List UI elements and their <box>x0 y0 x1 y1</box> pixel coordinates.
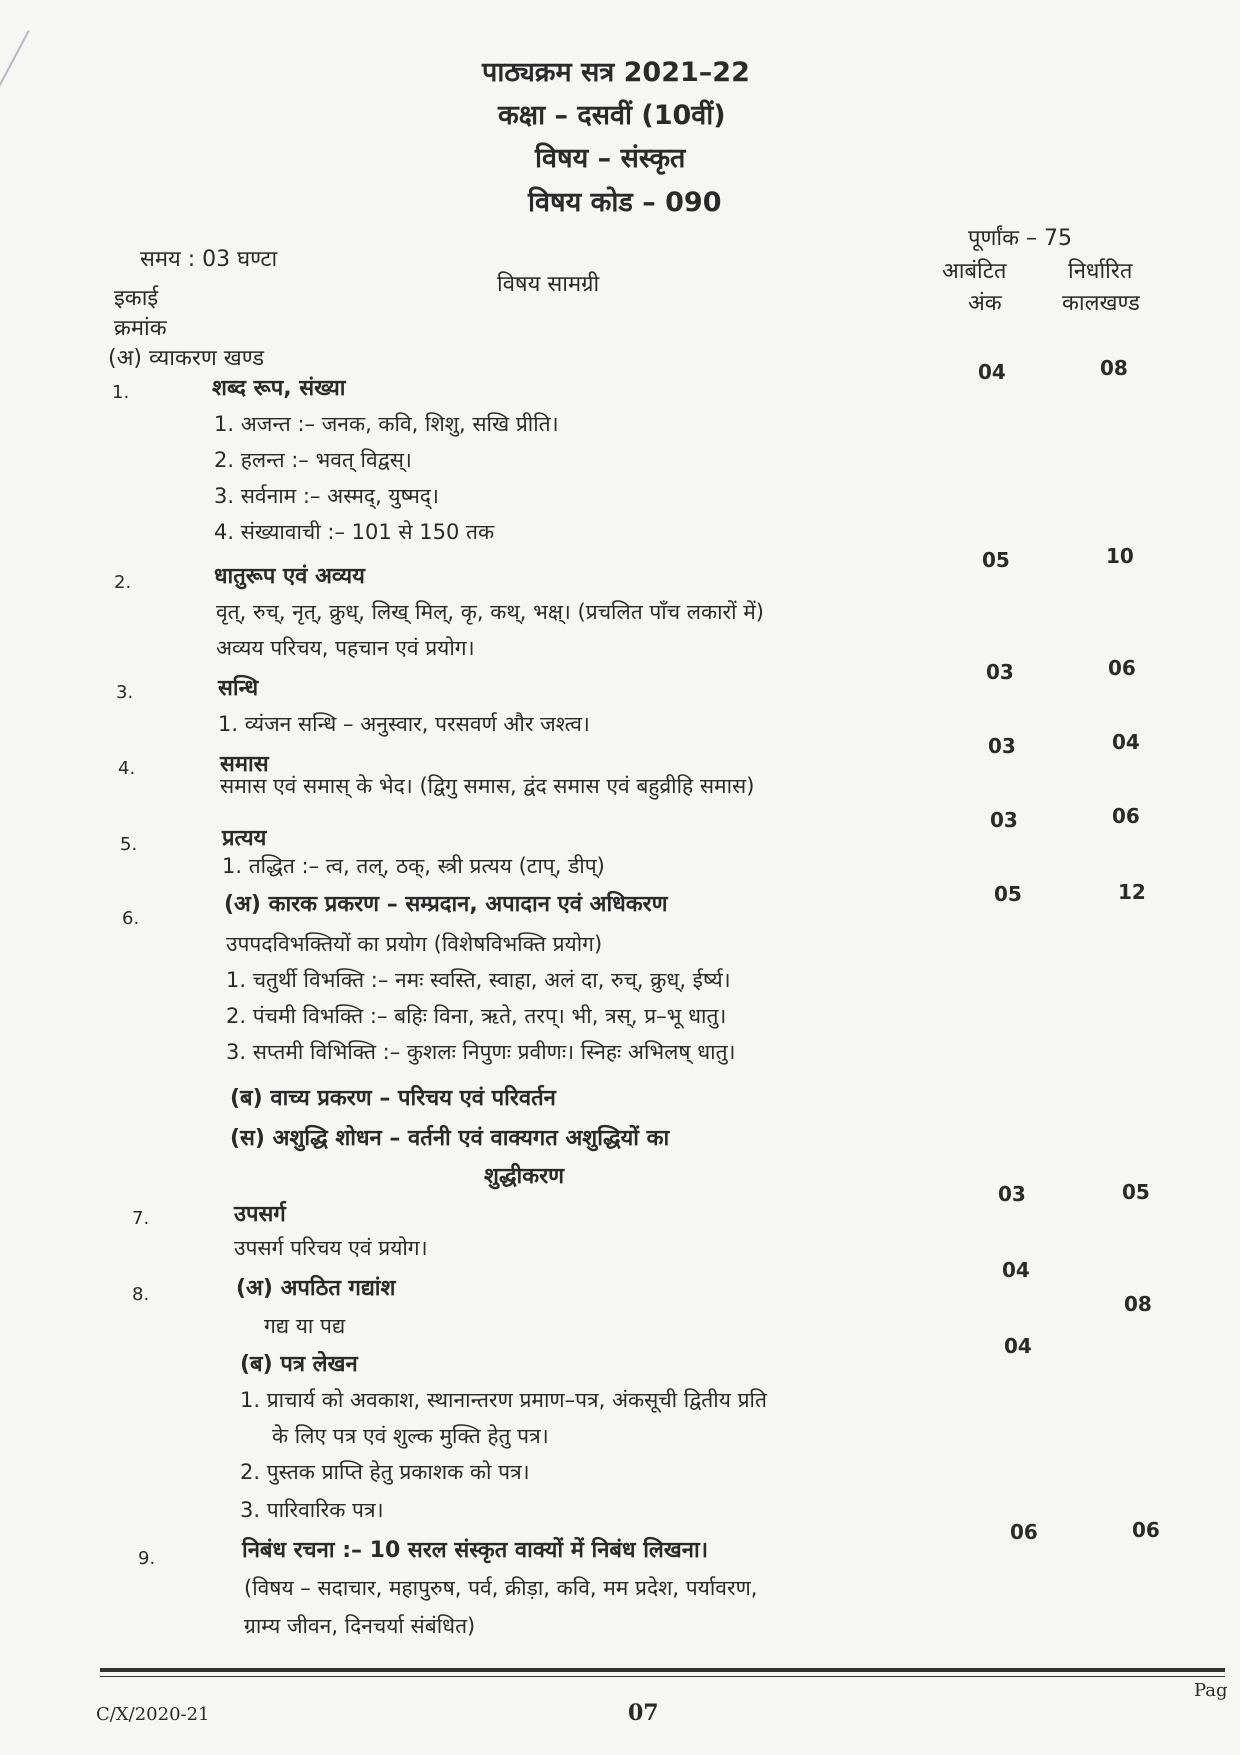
exam-time: समय : 03 घण्टा <box>140 247 278 272</box>
row-heading: धातुरूप एवं अव्यय <box>214 564 365 589</box>
col-unit-line2: क्रमांक <box>114 316 167 341</box>
row-line: समास एवं समास् के भेद। (द्विगु समास, द्वंद समास एवं बहुव्रीहि समास) <box>220 774 755 798</box>
row-serial: 6. <box>122 908 140 929</box>
row-line: 1. चतुर्थी विभक्ति :– नमः स्वस्ति, स्वाहा, अलं दा, रुच्, क्रुध्, ईर्ष्य। <box>226 968 731 992</box>
row-periods: 06 <box>1132 1518 1160 1542</box>
row-marks: 03 <box>986 660 1014 684</box>
row-line: 3. सर्वनाम :– अस्मद्, युष्मद्। <box>214 484 439 508</box>
row-marks: 05 <box>994 882 1022 906</box>
header-line-4: विषय कोड – 090 <box>528 187 722 218</box>
row-line: 2. हलन्त :– भवत् विद्वस्। <box>214 448 412 472</box>
row-line: 3. सप्तमी विभिक्ति :– कुशलः निपुणः प्रवीणः। स्निहः अभिलष् धातु। <box>226 1040 736 1064</box>
row-heading: प्रत्यय <box>222 826 267 851</box>
row-subheading: (ब) पत्र लेखन <box>240 1352 358 1377</box>
row-line: गद्य या पद्य <box>264 1314 346 1338</box>
row-serial: 4. <box>118 758 136 779</box>
row-periods: 10 <box>1106 544 1134 568</box>
col-content: विषय सामग्री <box>497 272 600 297</box>
row-line: ग्राम्य जीवन, दिनचर्या संबंधित) <box>244 1614 476 1638</box>
row-line: अव्यय परिचय, पहचान एवं प्रयोग। <box>216 636 475 660</box>
row-periods: 06 <box>1108 656 1136 680</box>
row-serial: 7. <box>132 1208 150 1229</box>
row-marks: 03 <box>988 734 1016 758</box>
row-line: के लिए पत्र एवं शुल्क मुक्ति हेतु पत्र। <box>272 1424 549 1448</box>
row-line: 1. अजन्त :– जनक, कवि, शिशु, सखि प्रीति। <box>214 412 559 436</box>
header-line-3: विषय – संस्कृत <box>535 143 686 174</box>
row-marks-b: 04 <box>1004 1334 1032 1358</box>
col-periods-line1: निर्धारित <box>1068 259 1133 284</box>
col-unit-line1: इकाई <box>114 286 159 311</box>
row-serial: 8. <box>132 1284 150 1305</box>
row-line: 2. पुस्तक प्राप्ति हेतु प्रकाशक को पत्र। <box>240 1460 530 1484</box>
row-line: वृत्, रुच्, नृत्, क्रुध्, लिख् मिल्, कृ, कथ्, भक्ष्। (प्रचलित पाँच लकारों में) <box>216 600 764 624</box>
col-periods-line2: कालखण्ड <box>1062 291 1140 316</box>
full-marks: पूर्णांक – 75 <box>968 226 1072 251</box>
row-line: 3. पारिवारिक पत्र। <box>240 1498 384 1522</box>
row-line: 1. प्राचार्य को अवकाश, स्थानान्तरण प्रमाण–पत्र, अंकसूची द्वितीय प्रति <box>240 1388 767 1412</box>
row-heading: निबंध रचना :– 10 सरल संस्कृत वाक्यों में निबंध लिखना। <box>242 1538 709 1563</box>
footer-rule-thick <box>100 1668 1225 1672</box>
row-periods: 04 <box>1112 730 1140 754</box>
row-serial: 3. <box>116 682 134 703</box>
row-periods: 08 <box>1124 1292 1152 1316</box>
row-periods: 05 <box>1122 1180 1150 1204</box>
page-number: 07 <box>628 1700 659 1726</box>
row-heading: समास <box>220 752 269 777</box>
footer-rule-thin <box>100 1676 1225 1677</box>
row-line: 1. तद्धित :– त्व, तल्, ठक्, स्त्री प्रत्यय (टाप्, डीप्) <box>222 854 605 878</box>
row-line: उपसर्ग परिचय एवं प्रयोग। <box>234 1236 428 1260</box>
row-heading: (अ) अपठित गद्यांश <box>236 1276 396 1301</box>
row-heading: (अ) कारक प्रकरण – सम्प्रदान, अपादान एवं अधिकरण <box>224 892 668 917</box>
row-line: (विषय – सदाचार, महापुरुष, पर्व, क्रीड़ा, कवि, मम प्रदेश, पर्यावरण, <box>244 1576 758 1600</box>
row-periods: 06 <box>1112 804 1140 828</box>
row-subheading: (ब) वाच्य प्रकरण – परिचय एवं परिवर्तन <box>230 1086 556 1111</box>
section-title: (अ) व्याकरण खण्ड <box>108 346 264 371</box>
col-marks-line2: अंक <box>968 291 1002 316</box>
header-line-2: कक्षा – दसवीं (10वीं) <box>498 100 726 131</box>
row-marks: 03 <box>990 808 1018 832</box>
scan-mark <box>0 30 30 185</box>
row-line: उपपदविभक्तियों का प्रयोग (विशेषविभक्ति प्रयोग) <box>226 932 603 956</box>
row-marks: 06 <box>1010 1520 1038 1544</box>
row-line: 4. संख्यावाची :– 101 से 150 तक <box>214 520 495 544</box>
row-line: 1. व्यंजन सन्धि – अनुस्वार, परसवर्ण और जश्त्व। <box>218 712 590 736</box>
row-periods: 12 <box>1118 880 1146 904</box>
row-subheading: (स) अशुद्धि शोधन – वर्तनी एवं वाक्यगत अशुद्धियों का <box>230 1126 670 1151</box>
row-heading: सन्धि <box>218 676 259 701</box>
row-serial: 1. <box>112 382 130 403</box>
row-serial: 9. <box>138 1548 156 1569</box>
row-line: 2. पंचमी विभक्ति :– बहिः विना, ऋते, तरप्। भी, त्रस्, प्र–भू धातु। <box>226 1004 727 1028</box>
row-marks: 04 <box>978 360 1006 384</box>
row-marks: 03 <box>998 1182 1026 1206</box>
page-label: Pag <box>1194 1680 1228 1701</box>
row-serial: 2. <box>114 572 132 593</box>
row-serial: 5. <box>120 834 138 855</box>
row-subheading: शुद्धीकरण <box>484 1164 565 1189</box>
header-line-1: पाठ्यक्रम सत्र 2021–22 <box>482 57 750 88</box>
row-marks: 05 <box>982 548 1010 572</box>
col-marks-line1: आबंटित <box>942 259 1007 284</box>
row-marks: 04 <box>1002 1258 1030 1282</box>
footer-code: C/X/2020-21 <box>96 1704 210 1725</box>
row-heading: उपसर्ग <box>234 1202 286 1227</box>
row-heading: शब्द रूप, संख्या <box>212 376 346 401</box>
row-periods: 08 <box>1100 356 1128 380</box>
